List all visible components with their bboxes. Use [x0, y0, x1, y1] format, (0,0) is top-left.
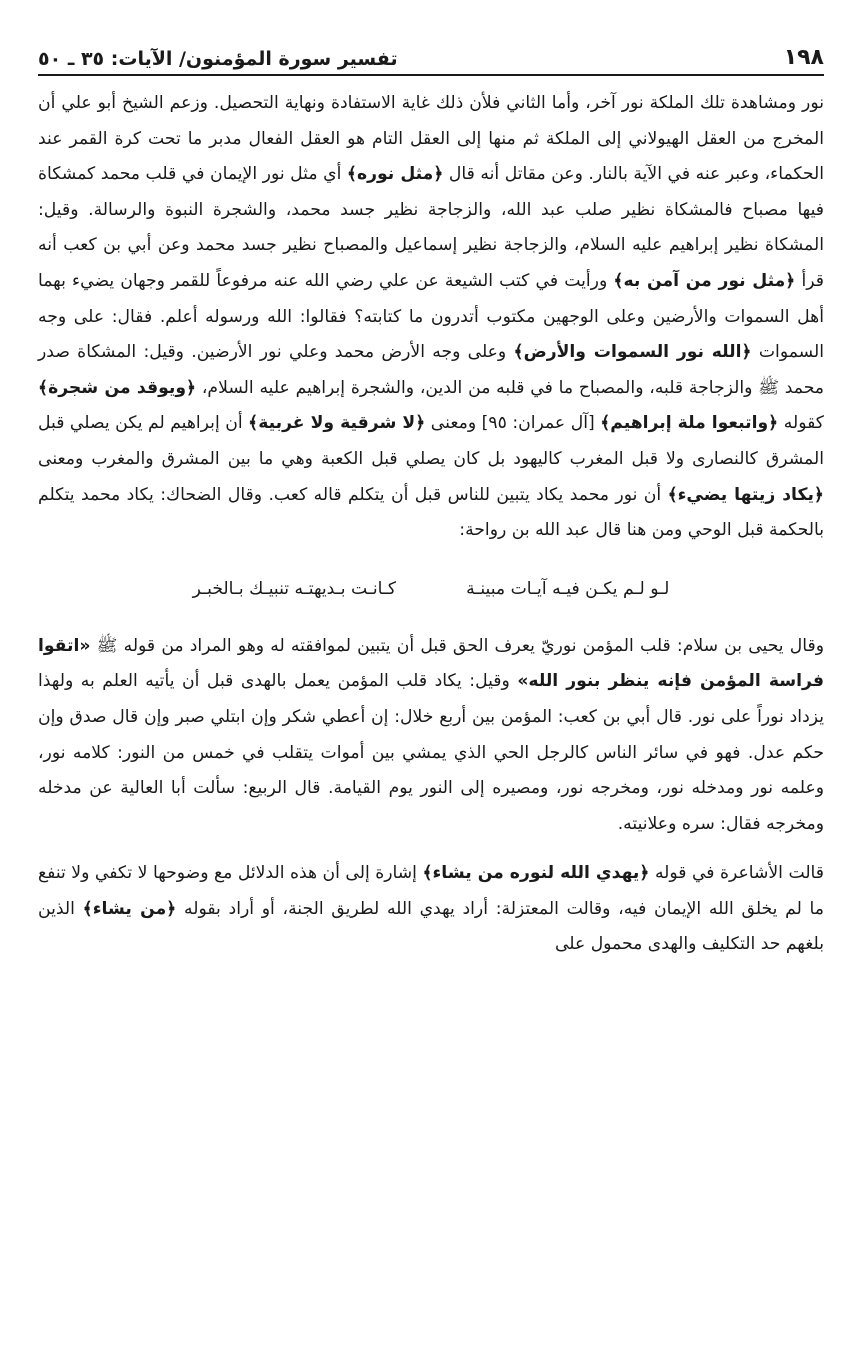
- page-number: ١٩٨: [783, 45, 824, 70]
- text-run: نور ومشاهدة تلك الملكة نور آخر، وأما الثاني فلأن ذلك غاية الاستفادة ونهاية التحصيل. وزعم الشيخ أبو علي أن المخرج من العقل الهيولاني إلى الملكة ثم منها إلى العقل التام هو العقل الفعال مدبر ما تحت كرة القمر عند الحكماء، وعبر عنه في الآية بالنار. وعن مقاتل أنه قال: [38, 93, 824, 185]
- quran-quote: ﴿ويوقد من شجرة﴾: [38, 377, 197, 398]
- text-run: أن نور محمد يكاد يتبين للناس قبل أن يتكلم قاله كعب. وقال الضحاك: يكاد محمد يتكلم بالحكمة قبل الوحي ومن هنا قال عبد الله بن رواحة:: [38, 484, 824, 541]
- quran-quote: ﴿مثل نور من آمن به﴾: [613, 270, 796, 291]
- verse-second-hemistich: كـانـت بـديهتـه تنبيـك بـالخبـر: [192, 578, 397, 599]
- page-body: [38, 86, 824, 963]
- text-run: الذين بلغهم حد التكليف والهدى محمول على: [38, 898, 824, 955]
- quran-quote: ﴿يهدي الله لنوره من يشاء﴾: [422, 863, 650, 884]
- book-page: [38, 38, 824, 963]
- poetry-verse: [38, 571, 824, 607]
- quran-quote: ﴿واتبعوا ملة إبراهيم﴾: [600, 413, 779, 434]
- hadith-quote: «اتقوا فراسة المؤمن فإنه ينظر بنور الله»: [38, 635, 824, 692]
- text-run: كقوله: [778, 413, 824, 434]
- text-run: وعلى وجه الأرض محمد وعلي نور الأرضين. وقيل: المشكاة صدر محمد ﷺ والزجاجة قلبه، والمصباح ما في قلبه من الدين، والشجرة إبراهيم عليه السلام،: [38, 342, 824, 398]
- verse-first-hemistich: لـو لـم يكـن فيـه آيـات مبينـة: [466, 578, 670, 599]
- paragraph-1: [38, 86, 824, 549]
- quran-quote: ﴿يكاد زيتها يضيء﴾: [667, 484, 825, 505]
- text-run: أن إبراهيم لم يكن يصلي قبل المشرق كالنصارى ولا قبل المغرب كاليهود بل كان يصلي قبل الكعبة وهي ما بين المشرق والمغرب ومعنى: [38, 413, 824, 469]
- text-run: وقال يحيى بن سلام: قلب المؤمن نوريّ يعرف الحق قبل أن يتبين لموافقته له وهو المراد من قوله ﷺ: [90, 635, 824, 656]
- text-run: وقيل: يكاد قلب المؤمن يعمل بالهدى قبل أن يأتيه العلم به ولهذا يزداد نوراً على نور. قال أبي بن كعب: المؤمن بين أربع خلال: إن أعطي شكر وإن ابتلي صبر وإن قال صدق وإن حكم عدل. فهو في سائر الناس كالرجل الحي الذي يمشي بين أموات يتقلب في خمس من النور: كلامه نور، وعلمه نور ومدخله نور، ومخرجه نور، ومصيره إلى النور يوم القيامة. قال الربيع: سألت أبا العالية عن مدخله ومخرجه فقال: سره وعلانيته.: [38, 671, 824, 834]
- quran-quote: ﴿لا شرقية ولا غربية﴾: [248, 413, 426, 434]
- paragraph-3: [38, 856, 824, 963]
- quran-quote: ﴿الله نور السموات والأرض﴾: [513, 342, 752, 363]
- paragraph-2: [38, 629, 824, 843]
- text-run: ورأيت في كتب الشيعة عن علي رضي الله عنه مرفوعاً للقمر وجهان يضيء بهما أهل السموات والأرضين وعلى الوجهين مكتوب أتدرون ما كتابته؟ فقالوا: الله ورسوله أعلم. فقال: على وجه السموات: [38, 270, 824, 363]
- quran-quote: ﴿مثل نوره﴾: [346, 164, 444, 185]
- text-run: قالت الأشاعرة في قوله: [649, 863, 825, 884]
- page-header: [38, 38, 824, 76]
- quran-quote: ﴿من يشاء﴾: [82, 898, 177, 919]
- running-title: تفسير سورة المؤمنون/ الآيات: ٣٥ ـ ٥٠: [38, 48, 398, 70]
- text-run: [آل عمران: ٩٥] ومعنى: [425, 413, 601, 434]
- text-run: إشارة إلى أن هذه الدلائل مع وضوحها لا تكفي ولا تنفع ما لم يخلق الله الإيمان فيه، وقالت المعتزلة: أراد يهدي الله لطريق الجنة، أو أراد بقوله: [38, 863, 824, 919]
- text-run: أي مثل نور الإيمان في قلب محمد كمشكاة فيها مصباح فالمشكاة نظير صلب عبد الله، والزجاجة نظير جسد محمد، والشجرة النبوة والرسالة. وقيل: المشكاة نظير إبراهيم عليه السلام، والزجاجة نظير إسماعيل والمصباح نظير جسد محمد وعن أبي بن كعب أنه قرأ: [38, 164, 824, 291]
